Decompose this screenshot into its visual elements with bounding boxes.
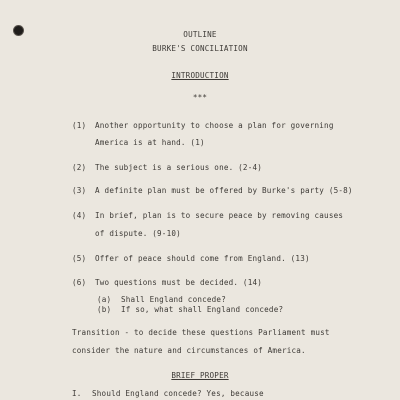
sub-item-text: Shall England concede? — [121, 295, 226, 304]
sub-item-text: If so, what shall England concede? — [121, 305, 284, 314]
item-text-line: of dispute. (9-10) — [95, 229, 181, 238]
item-number: (2) — [72, 163, 87, 172]
item-text-line: The subject is a serious one. (2-4) — [95, 163, 263, 172]
transition-line: consider the nature and circumstances of America. — [72, 346, 306, 355]
sub-item-letter: (a) — [97, 295, 112, 304]
section-heading-brief-proper: BRIEF PROPER — [171, 371, 229, 380]
section-heading-introduction: INTRODUCTION — [171, 71, 229, 80]
outline-title: OUTLINE — [183, 30, 217, 39]
sub-item-letter: (b) — [97, 305, 112, 314]
brief-item-text: Should England concede? Yes, because — [92, 389, 264, 398]
item-text-line: In brief, plan is to secure peace by removing causes — [95, 211, 344, 220]
item-text-line: Another opportunity to choose a plan for governing — [95, 121, 334, 130]
item-text-line: Offer of peace should come from England. (13) — [95, 254, 310, 263]
separator-asterisks: *** — [192, 93, 208, 102]
brief-item-number: I. — [72, 389, 82, 398]
item-number: (3) — [72, 186, 87, 195]
item-text-line: Two questions must be decided. (14) — [95, 278, 263, 287]
transition-line: Transition - to decide these questions Parliament must — [72, 328, 330, 337]
item-number: (5) — [72, 254, 87, 263]
item-text-line: America is at hand. (1) — [95, 138, 205, 147]
item-number: (1) — [72, 121, 87, 130]
item-number: (6) — [72, 278, 87, 287]
item-text-line: A definite plan must be offered by Burke's party (5-8) — [95, 186, 353, 195]
document-subtitle: BURKE'S CONCILIATION — [152, 44, 248, 53]
item-number: (4) — [72, 211, 87, 220]
